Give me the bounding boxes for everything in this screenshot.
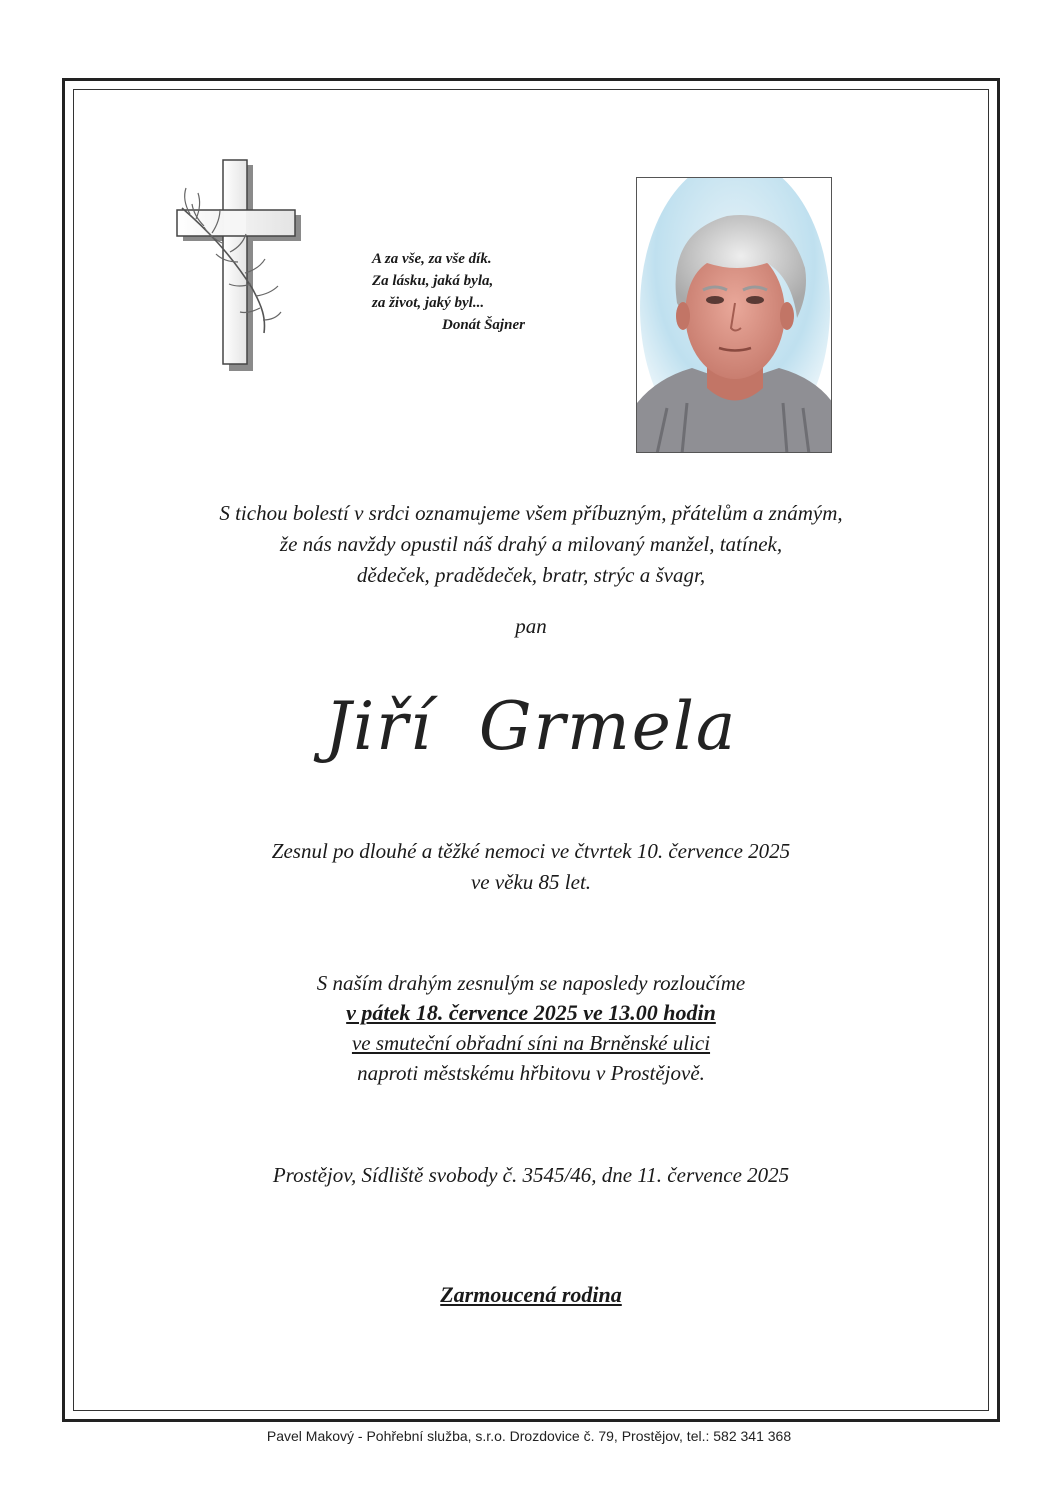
poem-line: Za lásku, jaká byla, — [372, 273, 494, 289]
announcement — [62, 498, 1000, 591]
poem-line: za život, jaký byl... — [372, 295, 485, 311]
deceased-name: Jiří Grmela — [324, 688, 738, 765]
portrait-image — [637, 178, 832, 453]
death-line: Zesnul po dlouhé a těžké nemoci ve čtvrtek 10. července 2025 — [271, 839, 791, 863]
salutation: pan — [515, 614, 547, 638]
poem-author: Donát Šajner — [442, 317, 525, 333]
farewell-line: naproti městskému hřbitovu v Prostějově. — [357, 1061, 705, 1085]
signature: Zarmoucená rodina — [440, 1282, 622, 1307]
announcement-line: S tichou bolestí v srdci oznamujeme všem příbuzným, přátelům a známým, — [219, 501, 843, 525]
place-date: Prostějov, Sídliště svobody č. 3545/46, dne 11. července 2025 — [272, 1163, 790, 1187]
death-notice — [62, 836, 1000, 898]
poem-line: A za vše, za vše dík. — [372, 251, 492, 267]
portrait-photo — [636, 177, 832, 453]
farewell-info — [62, 968, 1000, 1088]
poem — [372, 248, 525, 336]
footer-funeral-service: Pavel Makový - Pohřební služba, s.r.o. Drozdovice č. 79, Prostějov, tel.: 582 341 368 — [266, 1428, 792, 1444]
farewell-line: S naším drahým zesnulým se naposledy rozloučíme — [316, 971, 746, 995]
death-line: ve věku 85 let. — [470, 870, 592, 894]
funeral-venue: ve smuteční obřadní síni na Brněnské ulici — [351, 1031, 711, 1055]
announcement-line: že nás navždy opustil náš drahý a milovaný manžel, tatínek, — [279, 532, 783, 556]
cross-icon — [170, 158, 310, 373]
announcement-line: dědeček, pradědeček, bratr, strýc a švagr, — [356, 563, 706, 587]
funeral-datetime: v pátek 18. července 2025 ve 13.00 hodin — [346, 1000, 716, 1025]
